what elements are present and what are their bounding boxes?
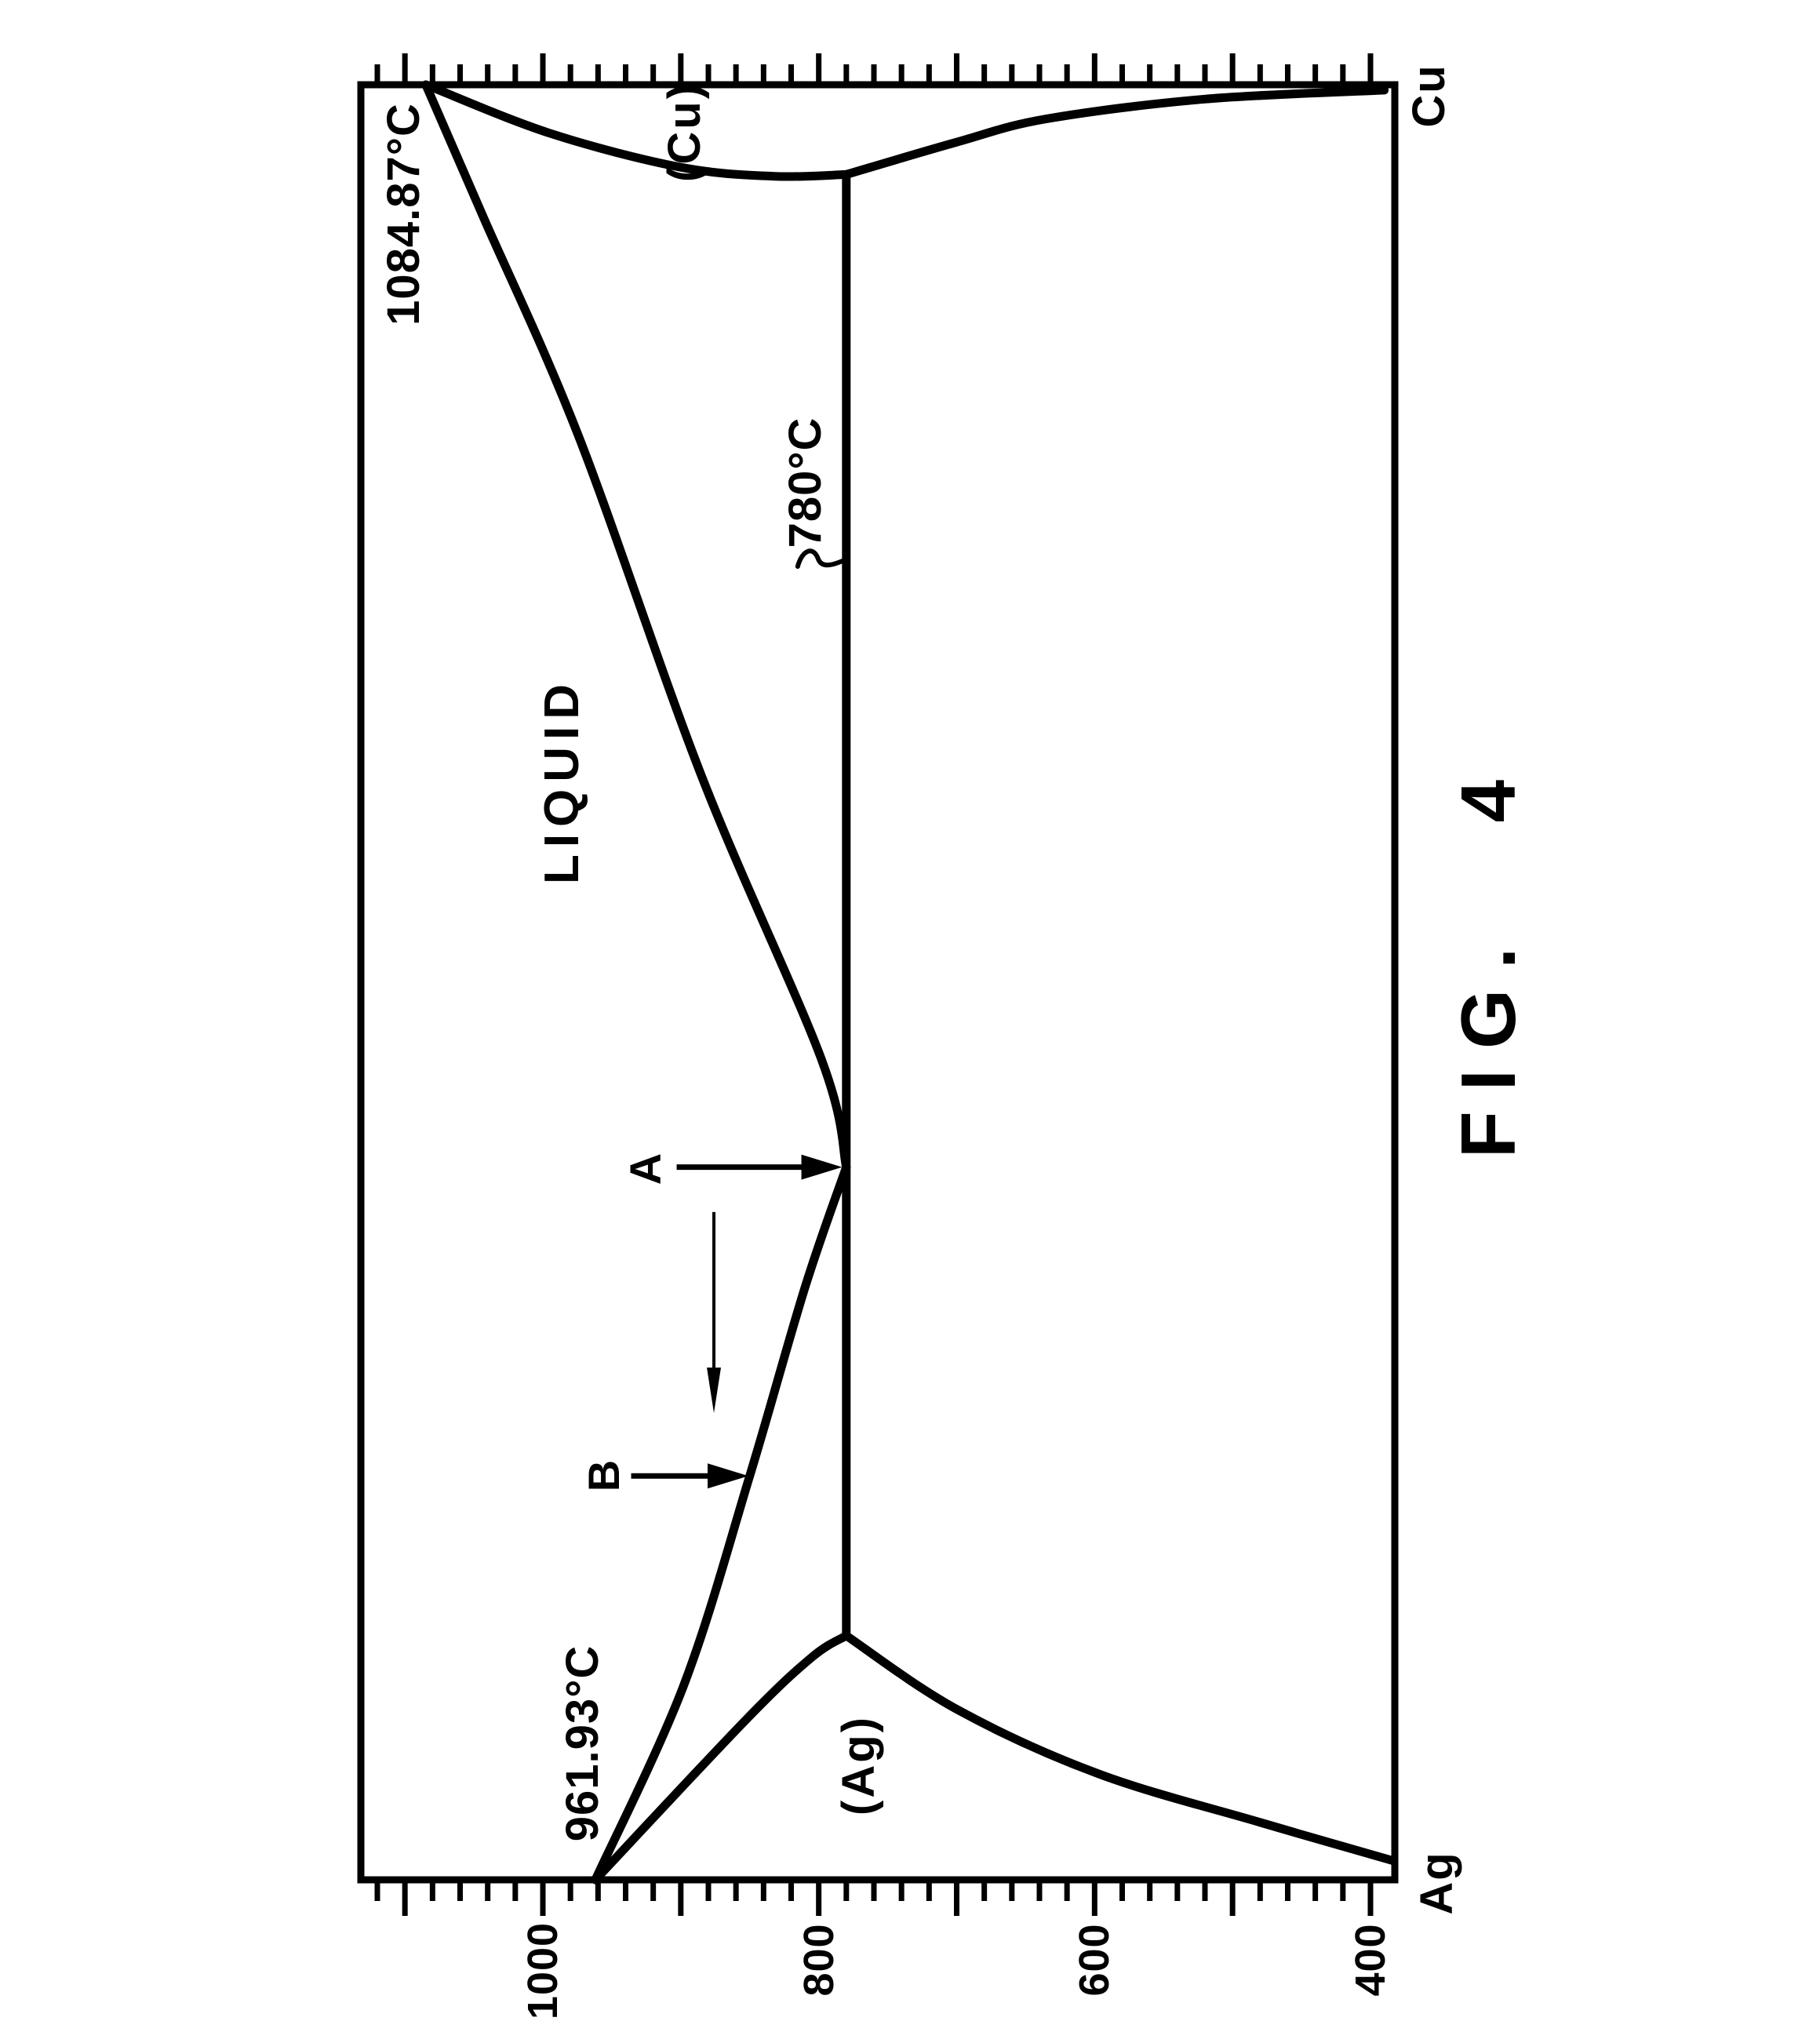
- temperature-tick-label: 1000: [519, 1921, 566, 2020]
- composition-axis-cu-end-label: Cu: [1403, 64, 1454, 128]
- cu-phase-region-label: (Cu): [659, 82, 710, 182]
- cu-solvus-curve: [846, 90, 1385, 174]
- point-A-arrow-head: [802, 1155, 843, 1180]
- ag-solidus-curve: [595, 1636, 846, 1880]
- cooling-path-arrow-head: [707, 1367, 721, 1413]
- ag-melting-point-label: 961.93°C: [557, 1644, 608, 1842]
- point-B-arrow-head: [708, 1463, 748, 1488]
- temperature-tick-label: 600: [1071, 1923, 1119, 1997]
- cu-melting-point-label: 1084.87°C: [378, 103, 429, 326]
- liquid-region-label: LIQUID: [535, 676, 589, 885]
- cu-liquidus-curve: [426, 85, 846, 1167]
- point-b-label: B: [579, 1459, 628, 1492]
- temperature-tick-label: 400: [1346, 1923, 1394, 1997]
- temperature-tick-label: 800: [795, 1923, 843, 1997]
- ag-phase-region-label: (Ag): [833, 1715, 884, 1815]
- ag-liquidus-curve: [595, 1167, 846, 1880]
- composition-axis-ag-end-label: Ag: [1411, 1851, 1462, 1915]
- point-a-label: A: [621, 1153, 670, 1185]
- figure-caption: FIG. 4: [1445, 759, 1531, 1159]
- ag-solvus-curve: [846, 1636, 1394, 1861]
- leader-780-leader: [798, 551, 846, 566]
- cu-solidus-curve: [426, 85, 846, 177]
- eutectic-temperature-label: 780°C: [780, 417, 831, 548]
- plot-border: [361, 85, 1395, 1880]
